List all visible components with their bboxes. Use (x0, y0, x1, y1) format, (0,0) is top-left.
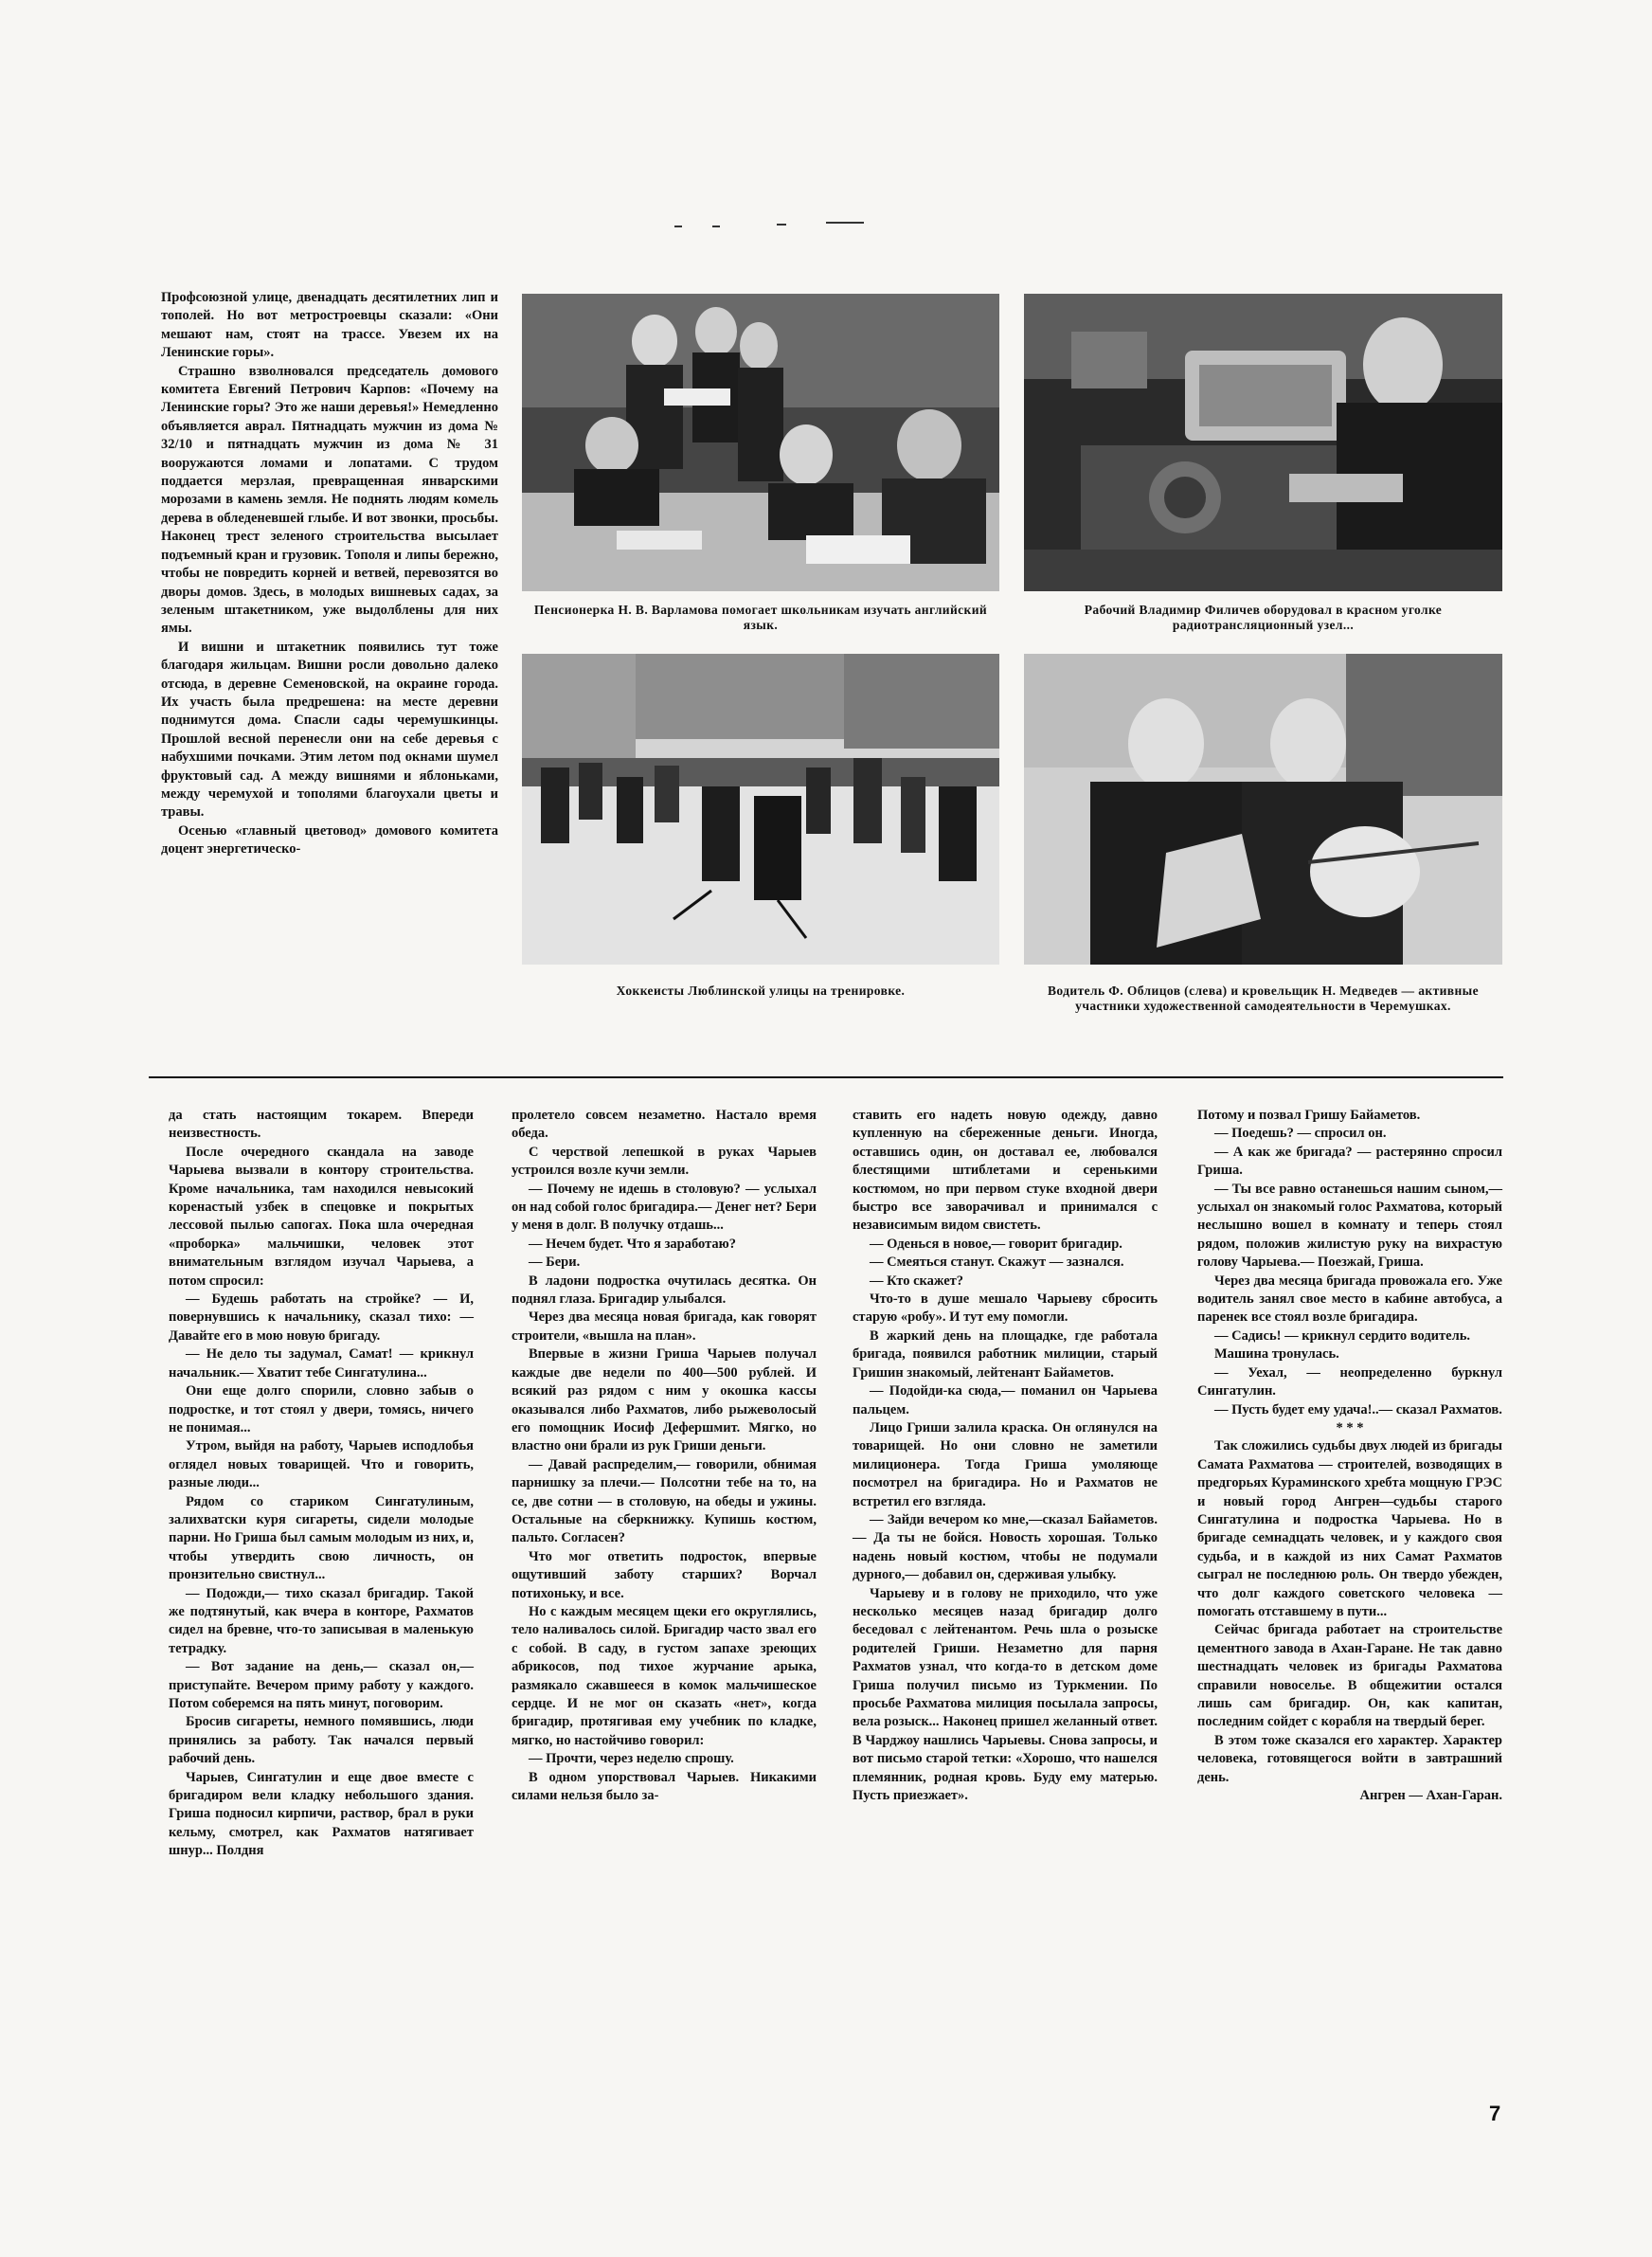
paragraph: Ангрен — Ахан-Гаран. (1359, 1788, 1502, 1804)
paragraph: В жаркий день на площадке, где работала бригада, появился работник милиции, старый Гришин знакомый, лейтенант Байаметов. (853, 1327, 1158, 1381)
paragraph: Так сложились судьбы двух людей из бригады Самата Рахматова — строителей, возводящих в предгорьях Кураминского хребта мощную ГРЭС и новый город Ангрен—судьбы старого Сингатулина и подростка Чарыева. Но в бригаде семнадцать человек, и у каждого своя судьба, и в каждой из них Самат Рахматов сыграл не последнюю роль. Он твердо убежден, что долг каждого советского человека — помогать отставшему в пути... (1197, 1438, 1502, 1619)
paragraph: ставить его надеть новую одежду, давно купленную на сбереженные деньги. Иногда, оставшись один, он доставал ее, любовался блестящими штиблетами и серенькими костюмом, но при первом стуке входной двери быстро все заворачивал и принимался с независимым видом свистеть. (853, 1108, 1158, 1234)
article-column-4 (1197, 1107, 1502, 1805)
paragraph: — Кто скажет? (870, 1273, 964, 1289)
paragraph: С черствой лепешкой в руках Чарыев устроился возле кучи земли. (512, 1144, 817, 1179)
paragraph: — Прочти, через неделю спрошу. (529, 1751, 734, 1767)
paragraph: — Почему не идешь в столовую? — услыхал он над собой голос бригадира.— Денег нет? Бери у меня в долг. В получку отдашь... (512, 1181, 817, 1234)
article-column-2 (512, 1107, 817, 1805)
paragraph: Рядом со стариком Сингатулиным, залихватски куря сигареты, сидели молодые парни. Но Гриша был самым молодым из них, и, чтобы утвердить свою личность, он пронзительно свистнул... (169, 1493, 474, 1583)
photo-pensioner-teaching (522, 294, 999, 591)
photo-radio-operator (1024, 294, 1502, 591)
photo-caption-hockey: Хоккеисты Люблинской улицы на тренировке. (616, 984, 906, 998)
paragraph: — Пусть будет ему удача!..— сказал Рахматов. (1214, 1401, 1502, 1417)
paragraph: — Зайди вечером ко мне,—сказал Байаметов.— Да ты не бойся. Новость хорошая. Только надень новый костюм, чтобы не подумали дурного,— добавил он, сдерживая улыбку. (853, 1511, 1158, 1583)
photo-hockey-practice (522, 654, 999, 965)
paragraph: Лицо Гриши залила краска. Он оглянулся на товарищей. Но они словно не заметили милиционера. Тогда Гриша умоляюще посмотрел на бригадира. Но и Рахматов не встретил его взгляда. (853, 1419, 1158, 1509)
paragraph: И вишни и штакетник появились тут тоже благодаря жильцам. Вишни росли довольно далеко отсюда, в деревне Семеновской, на окраине города. Их участь была предрешена: на месте деревни поднимутся дома. Спасли сады черемушкинцы. Прошлой весной перенесли они на себе деревья с набухшими почками. Этим летом под окнами шумел фруктовый сад. А между вишнями и яблоньками, между черемухой и тополями благоухали цветы и травы. (161, 639, 498, 821)
paragraph: Бросив сигареты, немного помявшись, люди принялись за работу. Так начался первый рабочий день. (169, 1714, 474, 1767)
section-break: * * * (1336, 1419, 1364, 1435)
paragraph: да стать настоящим токарем. Впереди неизвестность. (169, 1108, 474, 1142)
paragraph: Через два месяца новая бригада, как говорят строители, «вышла на план». (512, 1309, 817, 1344)
page-number: 7 (1489, 2102, 1501, 2125)
paragraph: Осенью «главный цветовод» домового комитета доцент энергетическо- (161, 822, 498, 858)
paragraph: — Бери. (529, 1255, 581, 1271)
paragraph: — Нечем будет. Что я заработаю? (529, 1236, 736, 1252)
header-mark-2 (712, 226, 720, 227)
paragraph: Впервые в жизни Гриша Чарыев получал каждые две недели по 400—500 рублей. И всякий раз рядом с ним у окошка кассы оказывался либо Рахматов, либо рыжеволосый его помощник Иосиф Дефершмит. Мягко, но властно они брали из рук Гриши деньги. (512, 1346, 817, 1454)
paragraph: — Давай распределим,— говорили, обнимая парнишку за плечи.— Полсотни тебе на то, на се, две сотни — в столовую, на обеды и ужины. Остальные на сберкнижку. Купишь костюм, пальто. Согласен? (512, 1456, 817, 1546)
paragraph: — Поедешь? — спросил он. (1214, 1126, 1387, 1142)
paragraph: В одном упорствовал Чарыев. Никакими силами нельзя было за- (512, 1769, 817, 1804)
paragraph: В ладони подростка очутилась десятка. Он поднял глаза. Бригадир улыбался. (512, 1273, 817, 1308)
paragraph: пролетело совсем незаметно. Настало время обеда. (512, 1108, 817, 1142)
header-mark-1 (674, 226, 682, 227)
paragraph: После очередного скандала на заводе Чарыева вызвали в контору строительства. Кроме начальника, там находился невысокий коренастый узбек в спецовке и покрытых лессовой пылью сапогах. Пока шла очередная «проборка» мальчишки, человек этот внимательным взглядом изучал Чарыева, а потом спросил: (169, 1144, 474, 1289)
paragraph: — Не дело ты задумал, Самат! — крикнул начальник.— Хватит тебе Сингатулина... (169, 1346, 474, 1381)
paragraph: Страшно взволновался председатель домового комитета Евгений Петрович Карпов: «Почему на Ленинские горы? Это же наши деревья!» Немедленно объявляется аврал. Пятнадцать мужчин из дома № 32/10 и пятнадцать мужчин из дома № 31 вооружаются ломами и лопатами. С трудом поддается мерзлая, превращенная январскими морозами в камень земля. Не поднять людям комель дерева в обледеневшей глыбе. И вот звонки, просьбы. Наконец трест зеленого строительства высылает подъемный кран и грузовик. Тополя и липы бережно, чтобы не повредить корней и ветвей, перевозятся во дворы домов. Здесь, в молодых вишневых садах, за зеленым штакетником, уже выдолблены для них ямы. (161, 363, 498, 637)
section-divider (149, 1076, 1503, 1078)
paragraph: — Будешь работать на стройке? — И, повернувшись к начальнику, сказал тихо: — Давайте его в мою новую бригаду. (169, 1291, 474, 1344)
article-column-3 (853, 1107, 1158, 1805)
paragraph: — Садись! — крикнул сердито водитель. (1214, 1327, 1471, 1344)
paragraph: — Подойди-ка сюда,— поманил он Чарыева пальцем. (853, 1383, 1158, 1417)
paragraph: Что-то в душе мешало Чарыеву сбросить старую «робу». И тут ему помогли. (853, 1291, 1158, 1326)
paragraph: Чарыев, Сингатулин и еще двое вместе с бригадиром вели кладку небольшого здания. Гриша подносил кирпичи, раствор, брал в руки кельму, смотрел, как Рахматов натягивает шнур... Полдня (169, 1769, 474, 1859)
paragraph: — А как же бригада? — растерянно спросил Гриша. (1197, 1144, 1502, 1179)
paragraph: — Оденься в новое,— говорит бригадир. (870, 1236, 1122, 1252)
article-column-1 (169, 1107, 474, 1861)
paragraph: Сейчас бригада работает на строительстве цементного завода в Ахан-Гаране. Не так давно шестнадцать человек из бригады Рахматова справили новоселье. В общежитии остался лишь сам бригадир. Он, как капитан, последним сойдет с корабля на твердый берег. (1197, 1622, 1502, 1730)
header-mark-3 (777, 224, 786, 226)
photo-caption-pensioner: Пенсионерка Н. В. Варламова помогает школьникам изучать английский язык. (533, 603, 988, 632)
paragraph: Но с каждым месяцем щеки его округлялись, тело наливалось силой. Бригадир часто звал его с собой. В саду, в густом запахе зреющих абрикосов, под тихое журчание арыка, размякало сжавшееся в комок мальчишеское сердце. И не мог он сказать «нет», когда бригадир, протягивая ему учебник по кладке, мягко, но настойчиво говорил: (512, 1603, 817, 1748)
paragraph: — Смеяться станут. Скажут — зазнался. (870, 1255, 1124, 1271)
paragraph: Через два месяца бригада провожала его. Уже водитель занял свое место в кабине автобуса, а паренек все стоял возле бригадира. (1197, 1273, 1502, 1326)
paragraph: — Уехал, — неопределенно буркнул Сингатулин. (1197, 1364, 1502, 1399)
paragraph: Машина тронулась. (1214, 1346, 1339, 1363)
photo-musicians (1024, 654, 1502, 965)
paragraph: Утром, выйдя на работу, Чарыев исподлобья оглядел новых товарищей. Что и говорить, разные люди... (169, 1438, 474, 1491)
paragraph: Что мог ответить подросток, впервые ощутивший заботу старших? Ворчал потихоньку, и все. (512, 1548, 817, 1601)
photo-caption-radio: Рабочий Владимир Филичев оборудовал в красном уголке радиотрансляционный узел... (1084, 603, 1443, 632)
paragraph: Чарыеву и в голову не приходило, что уже несколько месяцев назад бригадир долго беседовал с лейтенантом. Речь шла о розыске родителей Гриши. Незаметно для парня Рахматов узнал, что когда-то в детском доме Гриша получил письмо из Туркмении. По просьбе Рахматова милиция посылала запросы, вела розыск... Наконец пришел желанный ответ. В Чарджоу нашлись Чарыевы. Снова запросы, и вот письмо старой тетки: «Хорошо, что нашелся племянник, родная кровь. Буду ему матерью. Пусть приезжает». (853, 1585, 1158, 1804)
top-text-column (161, 289, 498, 859)
header-mark-4 (826, 222, 864, 224)
paragraph: — Подожди,— тихо сказал бригадир. Такой же подтянутый, как вчера в конторе, Рахматов сидел на бревне, что-то записывая в маленькую тетрадку. (169, 1585, 474, 1656)
paragraph: — Ты все равно останешься нашим сыном,— услыхал он знакомый голос Рахматова, который неслышно вошел в комнату и теперь стоял рядом, положив жилистую руку на вихрастую голову Чарыева.— Поезжай, Гриша. (1197, 1181, 1502, 1271)
paragraph: В этом тоже сказался его характер. Характер человека, готовящегося войти в завтрашний день. (1197, 1732, 1502, 1785)
photo-caption-musicians: Водитель Ф. Облицов (слева) и кровельщик Н. Медведев — активные участники художественной самодеятельности в Черемушках. (1048, 984, 1479, 1013)
paragraph: Профсоюзной улице, двенадцать десятилетних лип и тополей. Но вот метростроевцы сказали: «Они мешают нам, стоят на трассе. Увезем их на Ленинские горы». (161, 290, 498, 361)
paragraph: — Вот задание на день,— сказал он,— приступайте. Вечером приму работу у каждого. Потом соберемся на пять минут, поговорим. (169, 1659, 474, 1711)
paragraph: Потому и позвал Гришу Байаметов. (1197, 1108, 1421, 1123)
paragraph: Они еще долго спорили, словно забыв о подростке, и тот стоял у двери, томясь, ничего не понимая... (169, 1383, 474, 1435)
